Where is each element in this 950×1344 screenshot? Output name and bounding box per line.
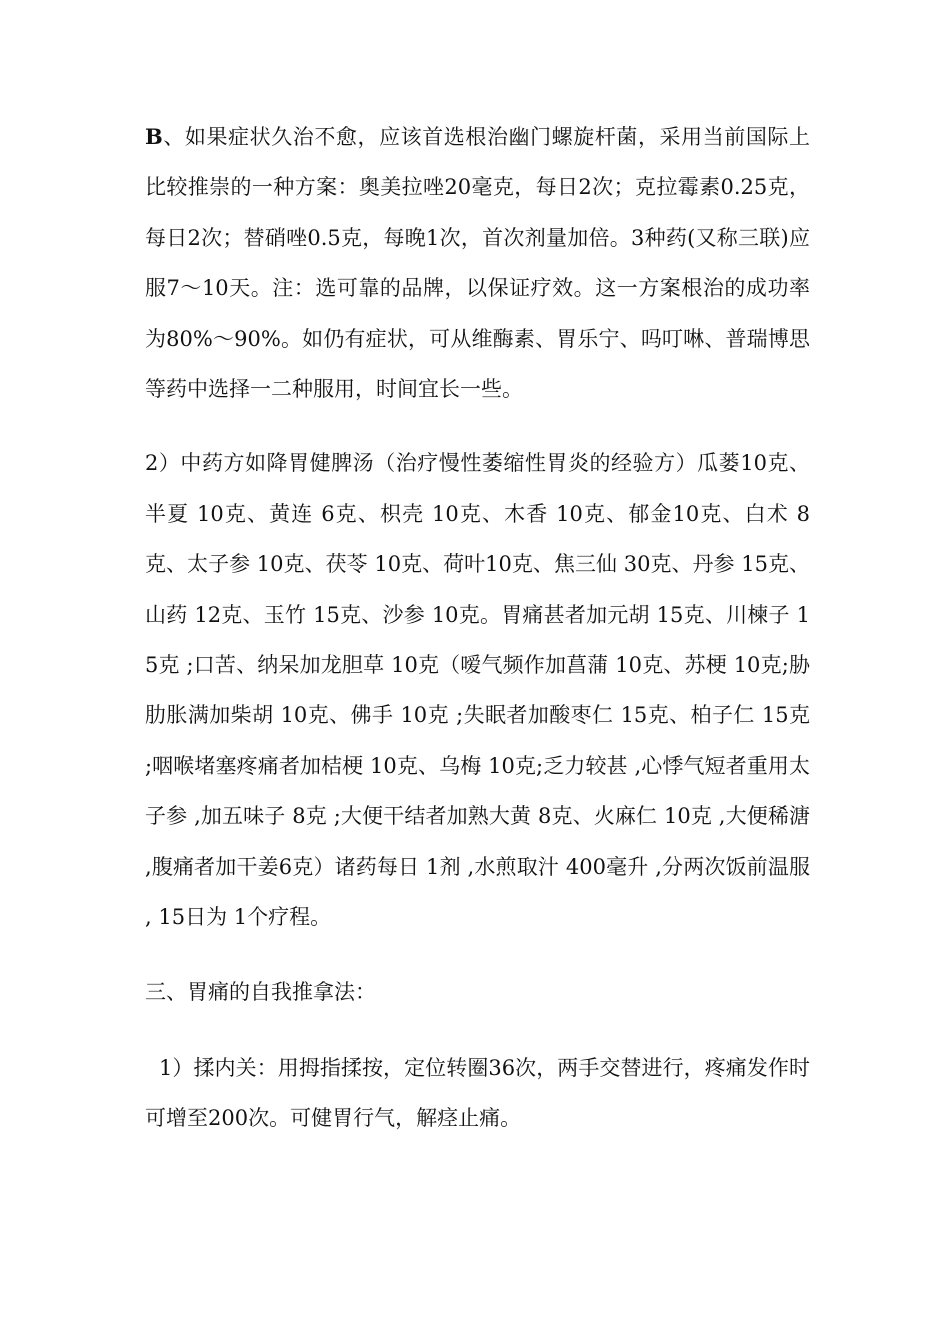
section-heading-massage: 三、胃痛的自我推拿法： xyxy=(145,979,376,1004)
paragraph-b-text: 、如果症状久治不愈，应该首选根治幽门螺旋杆菌，采用当前国际上比较推崇的一种方案：奥美拉唑20毫克，每日2次；克拉霉素0.25克，每日2次；替硝唑0.5克，每晚1次，首次剂量加倍。3种药(又称三联)应服7～10天。注：选可靠的品牌，以保证疗效。这一方案根治的成功率为80%～90%。如仍有症状，可从维酶素、胃乐宁、吗叮啉、普瑞博思等药中选择一二种服用，时间宜长一些。 xyxy=(145,125,810,402)
paragraph-b xyxy=(145,112,810,414)
paragraph-neiguan: 1）揉内关：用拇指揉按，定位转圈36次，两手交替进行，疼痛发作时可增至200次。可健胃行气，解痉止痛。 xyxy=(145,1055,810,1131)
document-page xyxy=(145,112,810,1144)
paragraph-herbal-formula: 2）中药方如降胃健脾汤（治疗慢性萎缩性胃炎的经验方）瓜蒌10克、半夏 10克、黄连 6克、枳壳 10克、木香 10克、郁金10克、白术 8克、太子参 10克、茯苓 10克、荷叶10克、焦三仙 30克、丹参 15克、山药 12克、玉竹 15克、沙参 10克。胃痛甚者加元胡 15克、川楝子 15克 ;口苦、纳呆加龙胆草 10克（嗳气频作加菖蒲 10克、苏梗 10克;胁肋胀满加柴胡 10克、佛手 10克 ;失眠者加酸枣仁 15克、柏子仁 15克 ;咽喉堵塞疼痛者加桔梗 10克、乌梅 10克;乏力较甚 ,心悸气短者重用太子参 ,加五味子 8克 ;大便干结者加熟大黄 8克、火麻仁 10克 ,大便稀溏 ,腹痛者加干姜6克）诸药每日 1剂 ,水煎取汁 400毫升 ,分两次饭前温服 , 15日为 1个疗程。 xyxy=(145,451,810,930)
paragraph-b-lead: B xyxy=(145,124,163,149)
